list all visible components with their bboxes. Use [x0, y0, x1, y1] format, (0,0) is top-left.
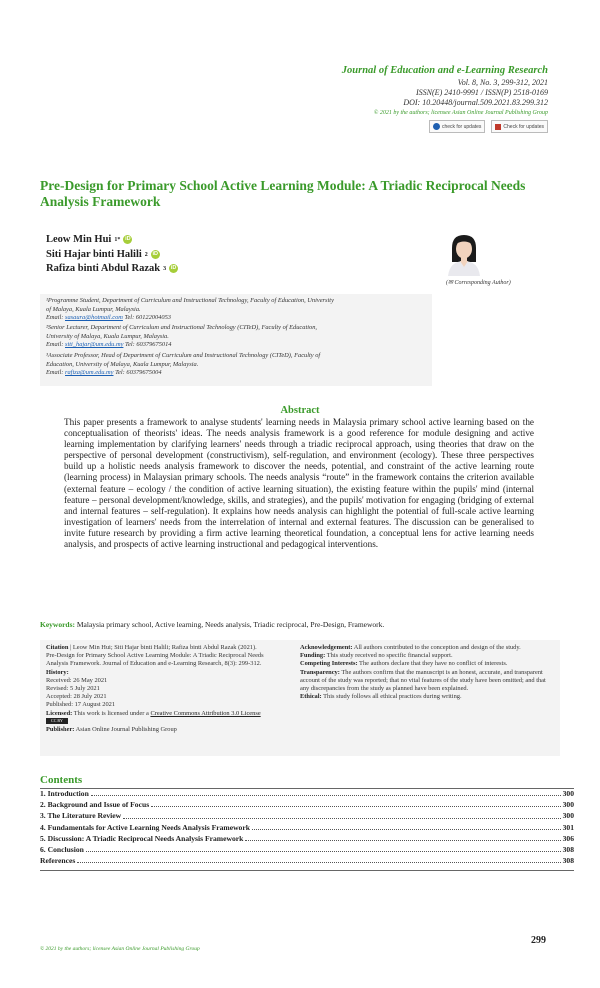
toc-item[interactable]: 3. The Literature Review 300 [40, 811, 574, 821]
contents-heading: Contents [40, 774, 83, 786]
email-link[interactable]: sasaura@hotmail.com [65, 314, 123, 322]
publisher: Publisher: Asian Online Journal Publishing Group [46, 726, 177, 734]
article-info-left [46, 644, 268, 734]
affiliation-3: ³Associate Professor, Head of Department of Curriculum and Instructional Technology (CITeD), Faculty of Education, University of Malaya, Kuala Lumpur, Malaysia. Email: rafiza@um.edu.my Tel: 60379675004 [46, 352, 321, 377]
orcid-icon[interactable]: iD [170, 265, 177, 271]
transparency: Transparency: The authors confirm that the manuscript is an honest, accurate, and transparent account of the study was reported; that no vital features of the study have been omitted; and that any discrepancies from the study as planned have been explained. [300, 668, 546, 693]
toc-item[interactable]: 1. Introduction 300 [40, 789, 574, 798]
copyright-line: © 2021 by the authors; licensee Asian Online Journal Publishing Group [373, 110, 548, 116]
abstract-body: This paper presents a framework to analyse students' learning needs in Malaysia primary school active learning based on the conceptualisation of theorists' ideas. The needs analysis framework is a good reference for module designing and active learning implementation by clarifying learners' needs through a triadic reciprocal approach, using theories that draw on the perspective of personal development (constructivism), self-regulation, and environment (ecology). These three perspectives build up a holistic needs analysis framework to discover the needs, potential, and constraint of the active learning route (learning process) in Malaysian primary schools. The needs analysis “route” in the framework contains the criterion available (external feature – ecology / the condition of active learning situation), the existing feature within the pupils' mind (internal feature – personal development/knowledge, skills, and strategies), and the pupils' motivation for engaging (bridging of external and internal features – self-regulation). It explains how needs analysis can highlight the potential of full-scale active learning investigation of learners' needs from the interrelation of internal and external features. The discussion can be generalised to invite future research by providing a firm active learning theoretical foundation, a conceptual lens for active learning needs analysis, and prospects of active learning instructional and pedagogical interventions. [64, 417, 534, 550]
toc-item[interactable]: References 308 [40, 856, 574, 866]
toc-item[interactable]: 4. Fundamentals for Active Learning Needs Analysis Framework 301 [40, 822, 574, 832]
check-icon [433, 123, 440, 130]
table-of-contents [40, 788, 574, 866]
license: Licensed: This work is licensed under a Creative Commons Attribution 3.0 License CC BY [46, 709, 261, 724]
header-badges [429, 120, 548, 133]
footer-copyright: © 2021 by the authors; licensee Asian Online Journal Publishing Group [40, 946, 200, 952]
check-for-updates-badge[interactable]: check for updates [429, 120, 485, 133]
article-info-right [300, 644, 554, 701]
history: History: Received: 26 May 2021 Revised: 5 July 2021 Accepted: 28 July 2021 Published: 17 August 2021 [46, 668, 116, 709]
toc-item[interactable]: 5. Discussion: A Triadic Reciprocal Needs Analysis Framework 306 [40, 833, 574, 843]
email-link[interactable]: rafiza@um.edu.my [65, 369, 114, 377]
journal-name: Journal of Education and e-Learning Research [341, 65, 548, 76]
orcid-icon[interactable]: iD [125, 236, 131, 242]
author-2: Siti Hajar binti Halili 2 iD [46, 249, 159, 260]
author-photo [444, 232, 484, 276]
doi-line: DOI: 10.20448/journal.509.2021.83.299.312 [403, 98, 548, 107]
corresponding-author-note: (✉ Corresponding Author) [446, 280, 511, 286]
orcid-icon[interactable]: iD [152, 251, 159, 257]
acknowledgement: Acknowledgement: All authors contributed to the conception and design of the study. [300, 644, 521, 651]
keywords: Keywords: Malaysia primary school, Active learning, Needs analysis, Triadic reciprocal, Pre-Design, Framework. [40, 620, 385, 629]
funding: Funding: This study received no specific financial support. [300, 652, 453, 660]
crossmark-badge[interactable]: Check for updates [491, 120, 548, 133]
competing-interests: Competing Interests: The authors declare that they have no conflict of interests. [300, 660, 508, 668]
author-1: Leow Min Hui 1* iD [46, 234, 131, 245]
issn-line: ISSN(E) 2410-9991 / ISSN(P) 2518-0169 [416, 88, 548, 97]
affiliation-2: ²Senior Lecturer, Department of Curriculum and Instructional Technology (CITeD), Faculty of Education, University of Malaya, Kuala Lumpur, Malaysia. Email: siti_hajar@um.edu.my Tel: 60379675014 [46, 324, 318, 349]
citation: Citation | Leow Min Hui; Siti Hajar binti Halili; Rafiza binti Abdul Razak (2021). Pre-Design for Primary School Active Learning Module: A Triadic Reciprocal Needs Analysis Framework. Journal of Education and e-Learning Research, 8(3): 299-312. [46, 644, 264, 668]
cc-by-badge[interactable]: CC BY [46, 718, 68, 724]
paper-title: Pre-Design for Primary School Active Learning Module: A Triadic Reciprocal Needs Analysis Framework [40, 178, 526, 209]
page-number: 299 [531, 935, 546, 946]
crossmark-icon [495, 124, 501, 130]
abstract-heading: Abstract [280, 405, 320, 416]
toc-item[interactable]: 2. Background and Issue of Focus 300 [40, 800, 574, 810]
ethical: Ethical: This study follows all ethical practices during writing. [300, 693, 462, 701]
toc-item[interactable]: 6. Conclusion 308 [40, 845, 574, 855]
license-link[interactable]: Creative Commons Attribution 3.0 License [150, 709, 261, 717]
volume-line: Vol. 8, No. 3, 299-312, 2021 [457, 78, 548, 87]
email-link[interactable]: siti_hajar@um.edu.my [65, 341, 124, 349]
author-3: Rafiza binti Abdul Razak 3 iD [46, 263, 177, 274]
affiliation-1: ¹Programme Student, Department of Curriculum and Instructional Technology, Faculty of Education, University of Malaya, Kuala Lumpur, Malaysia. Email: sasaura@hotmail.com Tel: 60122004053 [46, 297, 334, 322]
toc-rule [40, 870, 574, 871]
